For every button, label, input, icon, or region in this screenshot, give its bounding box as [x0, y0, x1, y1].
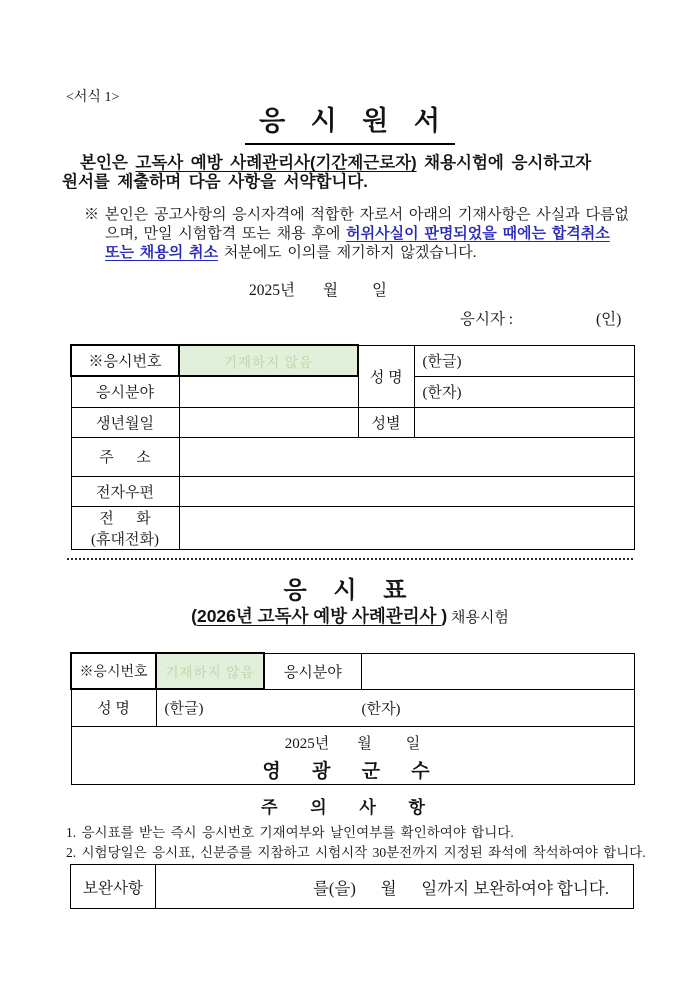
address-field[interactable]	[179, 437, 634, 476]
birthdate-label: 생년월일	[71, 407, 179, 437]
page-title: 응 시 원 서	[245, 99, 455, 145]
intro-line-1: 본인은 고독사 예방 사례관리사(기간제근로자) 채용시험에 응시하고자	[80, 154, 592, 172]
caution-note-2: 2. 시험당일은 응시표, 신분증를 지참하고 시험시작 30분전까지 지정된 좌석에 착석하여야 합니다.	[66, 845, 646, 860]
slip-name-field[interactable]	[156, 689, 634, 726]
table-row	[71, 376, 634, 407]
name-hangul-field[interactable]: (한글)	[414, 345, 634, 376]
intro-line-2: 원서를 제출하며 다음 사항을 서약합니다.	[62, 172, 368, 191]
exam-number-do-not-fill-cell: 기재하지 않음	[179, 345, 358, 376]
caution-heading: 주 의 사 항	[261, 798, 439, 817]
applicant-label: 응시자 :	[460, 311, 514, 328]
supplement-deadline-field[interactable]: 를(을) 월 일까지 보완하여야 합니다.	[156, 865, 634, 909]
table-row	[71, 506, 634, 549]
caution-note-1: 1. 응시표를 받는 즉시 응시번호 기재여부와 날인여부를 확인하여야 합니다.	[66, 825, 514, 840]
slip-issue-cell	[71, 726, 634, 784]
exam-number-label: ※응시번호	[71, 345, 179, 376]
table-row	[71, 476, 634, 506]
exam-slip-table	[70, 652, 635, 785]
email-field[interactable]	[179, 476, 634, 506]
form-number-tag: <서식 1>	[66, 90, 120, 105]
intro-paragraph	[62, 154, 668, 191]
slip-category-field[interactable]	[361, 653, 634, 689]
exam-slip-subtitle: (2026년 고독사 예방 사례관리사 ) 채용시험	[191, 606, 509, 626]
pledge-note-line-3: 또는 채용의 취소 처분에도 이의를 제기하지 않겠습니다.	[105, 245, 477, 261]
table-row	[71, 689, 634, 726]
name-label: 성 명	[358, 345, 414, 407]
phone-field[interactable]	[179, 506, 634, 549]
date-day: 일	[371, 282, 387, 299]
gender-label: 성별	[358, 407, 414, 437]
phone-label: 전 화 (휴대전화)	[71, 506, 179, 549]
slip-subtitle-underlined: 2026년 고독사 예방 사례관리사	[196, 606, 442, 626]
slip-exam-number-do-not-fill-cell: 기재하지 않음	[156, 653, 264, 689]
slip-category-label: 응시분야	[264, 653, 361, 689]
table-row	[71, 865, 634, 909]
table-row	[71, 437, 634, 476]
date-year: 2025년	[249, 282, 295, 299]
cut-line-divider	[67, 558, 633, 560]
supplement-table	[70, 864, 634, 909]
slip-exam-number-label: ※응시번호	[71, 653, 156, 689]
email-label: 전자우편	[71, 476, 179, 506]
gender-field[interactable]	[414, 407, 634, 437]
date-month: 월	[323, 282, 338, 299]
seal-mark: (인)	[596, 311, 622, 328]
pledge-note-line-2: 으며, 만일 시험합격 또는 채용 후에 허위사실이 판명되었을 때에는 합격취소	[105, 226, 610, 242]
application-date-line	[0, 278, 636, 300]
pledge-note	[84, 206, 629, 263]
slip-name-hanja[interactable]: (한자)	[361, 701, 401, 718]
pledge-note-line-1: ※ 본인은 공고사항의 응시자격에 적합한 자로서 아래의 기재사항은 사실과 다름없	[84, 207, 629, 223]
supplement-label: 보완사항	[71, 865, 156, 909]
name-hanja-field[interactable]: (한자)	[414, 376, 634, 407]
address-label: 주 소	[71, 437, 179, 476]
slip-issue-date: 2025년 월 일	[284, 736, 421, 752]
table-row	[71, 726, 634, 784]
birthdate-field[interactable]	[179, 407, 358, 437]
intro-underlined-text: 고독사 예방 사례관리사(기간제근로자)	[135, 154, 417, 172]
issuer-county-governor: 영 광 군 수	[262, 761, 443, 782]
slip-name-label: 성 명	[71, 689, 156, 726]
highlight-cancellation-text: 허위사실이 판명되었을 때에는 합격취소	[346, 226, 610, 242]
exam-slip-title: 응 시 표	[283, 577, 417, 604]
title-row	[0, 99, 700, 145]
table-row	[71, 407, 634, 437]
highlight-cancellation-text-2: 또는 채용의 취소	[105, 245, 218, 261]
category-field[interactable]	[179, 376, 358, 407]
application-info-table	[70, 344, 635, 550]
category-label: 응시분야	[71, 376, 179, 407]
slip-name-hangul[interactable]: (한글)	[164, 701, 204, 718]
reference-mark: ※	[84, 207, 100, 223]
table-row	[71, 653, 634, 689]
applicant-signature-row	[0, 307, 700, 327]
table-row	[71, 345, 634, 376]
slip-subtitle-tail: 채용시험	[447, 610, 509, 626]
